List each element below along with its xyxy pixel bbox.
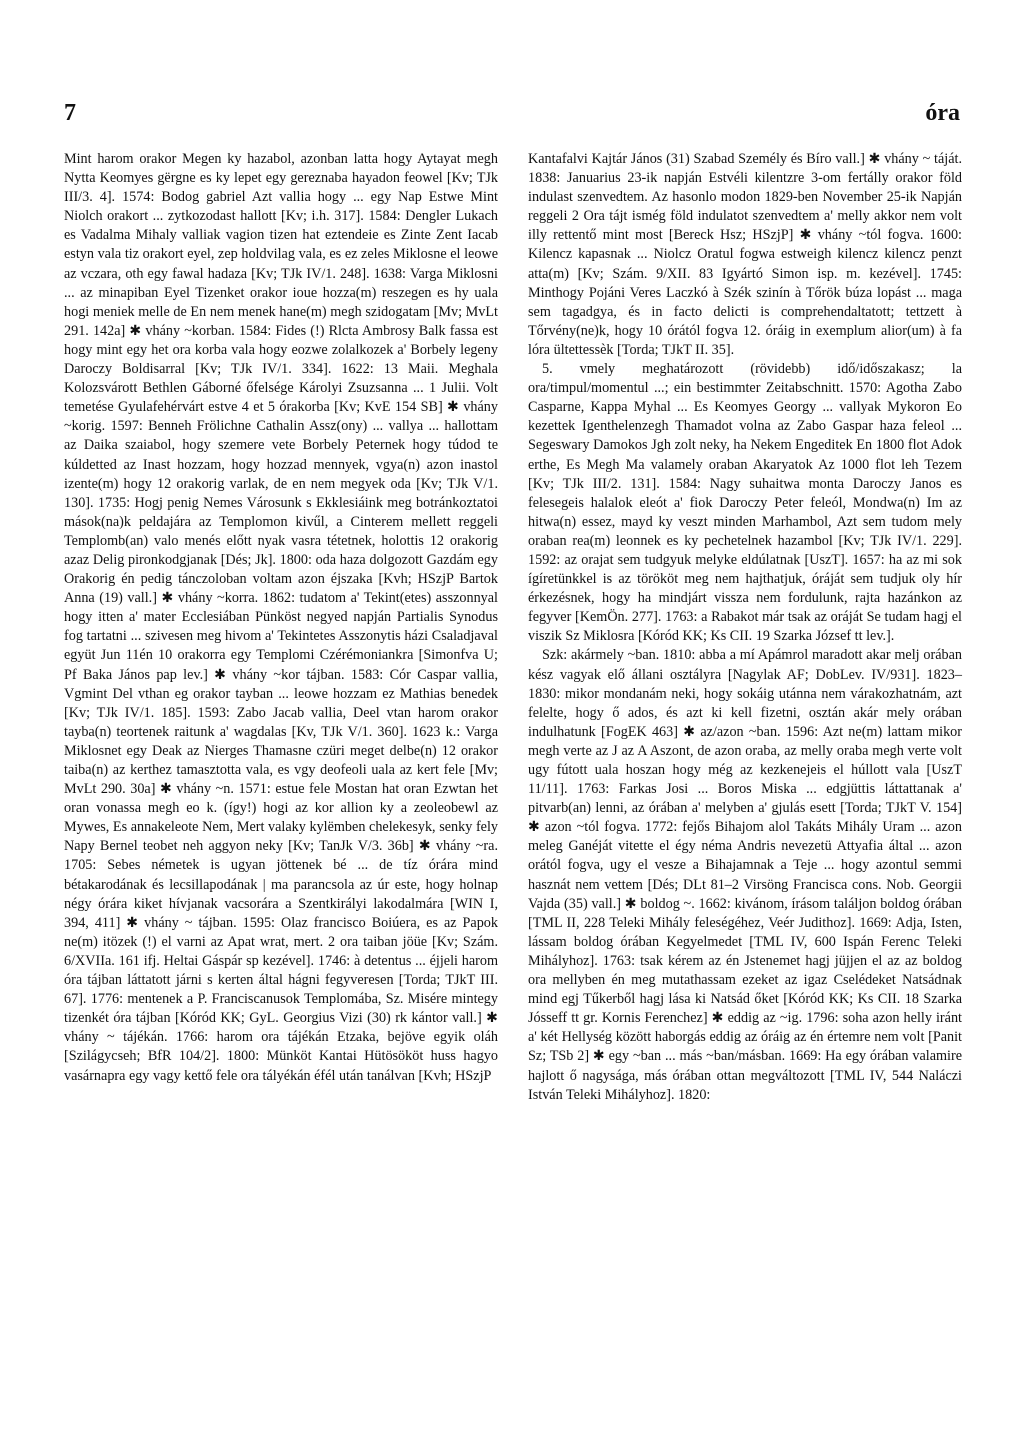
right-paragraph-1: Kantafalvi Kajtár János (31) Szabad Személy és Bíro vall.] ✱ vhány ~ táját. 1838: Januarius 23-ik napján Estvéli kilentzre 3-om fertálly orakor föld indulast szenvedtem. Az hasonlo modon 1829-ben November 25-ik Napján reggeli 2 Ora tájt ismég föld indulatot szenvedtem a' melly akkor nem volt illy rettentő mint most [Bereck Hsz; HSzjP] ✱ vhány ~tól fogva. 1600: Kilencz kapasnak ... Niolcz Oratul fogwa estweigh kilencz kilencz penzt atta(m) [Kv; Szám. 9/XII. 83 Igyártó Simon isp. m. kezével]. 1745: Minthogy Pojáni Veres Laczkó à Szék szinín à Tőrök búza lopást ... maga sem tagadgya, és in facto delicti is comprehendaltatott; tettzett à Tőrvény(ne)k, hogy 10 órától fogva 12. óráig in exemplum alior(um) à fa lóra ültettessèk [Torda; TJkT II. 35]. — [528, 151, 962, 358]
left-column — [64, 150, 498, 1086]
right-column — [528, 150, 962, 1105]
right-paragraph-2: 5. vmely meghatározott (rövidebb) idő/időszakasz; la ora/timpul/momentul ...; ein bestimmter Zeitabschnitt. 1570: Agotha Zabo Casparne, Kappa Myhal ... Es Keomyes Georgy ... vallyak Mykoron Eo kezettek Igenthelenzegh Thamadot volna az Zabo Gaspar haza feleol ... Segeswary Damokos Jgh zolt neky, ha Nekem Engeditek En 1800 flot Adok erthe, Es Megh Ma valamely oraban Akaryatok Az 1000 flot leh Tezem [Kv; TJk III/2. 131]. 1584: Nagy suhaitwa monta Daroczy Janos es felesegeis halalok eleót a' fiok Daroczy Peter feleól, Mondwa(n) Im az hitwa(n) essez, mayd ky veszt minden Marhambol, Azt sem tudom mely oraban rea(m) leonnek es ky pechetelnek hazambol [Kv; TJk IV/1. 229]. 1592: az orajat sem tudgyuk melyke eldúlatnak [UszT]. 1657: ha az mi sok ígíretünkkel is az törököt meg nem hajthatjuk, óráját sem tudjuk oly hír érkezésnek, hogy ha mindjárt vissza nem fordulunk, rajta hazánkon az fegyver [KemÖn. 277]. 1763: a Rabakot már tsak az oráját Se tudam hagj el viszik Sz Miklosra [Kóród KK; Ks CII. 19 Szarka József tt lev.]. — [528, 361, 962, 645]
page-number: 7 — [64, 100, 76, 126]
right-paragraph-3: Szk: akármely ~ban. 1810: abba a mí Apámrol maradott akar melj orában kész vagyak elő állani osztályra [Nagylak AF; DobLev. IV/931]. 1823–1830: mikor mondanám neki, hogy sokáig utánna nem várakozhatnám, azt felelte, hogy ő ados, és azt ki kell fizetni, osztán akár mely orában indulhatunk [FogEK 463] ✱ az/azon ~ban. 1596: Azt ne(m) lattam mikor megh verte az J az A Aszont, de azon oraba, az melly oraba megh verte volt ugy fútott uala hoszan hogy még az kezkenejeis el húllott vala [UszT 11/11]. 1763: Farkas Josi ... Boros Miska ... edgjüttis láttattanak a' pitvarb(an) lenni, az órában a' melyben a' gjulás esett [Torda; TJkT V. 154] ✱ azon ~tól fogva. 1772: fejős Bihajom alol Takáts Mihály Uram ... azon meleg Ganéját vitette el égy néma Andris nevezetü Attyafia által ... azon orától fogva, ugy el vesze a Bihajamnak a Teje ... hogy azontul semmi hasznát nem vettem [Dés; DLt 81–2 Virsöng Francisca cons. Nob. Georgii Vajda (35) vall.] ✱ boldog ~. 1662: kivánom, írásom találjon boldog órában [TML II, 228 Teleki Mihály feleségéhez, Veér Judithoz]. 1669: Adja, Isten, lássam boldog órában Kegyelmedet [TML IV, 600 Ispán Ferenc Teleki Mihályhoz]. 1763: tsak kérem az én Jstenemet hagj jüjjen el az az boldog ora mellyben én meg mutathassam ezeket az igaz Cselédeket Natsádnak mind egj Tűkerből hagj lása ki Natsád őket [Kóród KK; Ks CII. 18 Szarka Jósseff tt gr. Kornis Ferenchez] ✱ eddig az ~ig. 1796: soha azon helly iránt a' két Hellység között haborgás eddig az óráig az én értemre nem volt [Panit Sz; TSb 2] ✱ egy ~ban ... más ~ban/másban. 1669: Ha egy órában valamire hajlott ő nagysága, más órában ottan megváltozott [TML IV, 544 Naláczi István Teleki Mihályhoz]. 1820: — [528, 647, 962, 1103]
left-paragraph-1: Mint harom orakor Megen ky hazabol, azonban latta hogy Aytayat megh Nytta Keomyes gërgne es ky lepet egy gereznaba hayadon feowel [Kv; TJk III/3. 4]. 1574: Bodog gabriel Azt vallia hogy ... egy Nap Estwe Mint Niolch orakort ... zytkozodast hallott [Kv; i.h. 317]. 1584: Dengler Lukach es Vadalma Mihaly valliak vagion tizen hat eztendeie es Zinte Zent Iacab estyn vala tiz orakort eyel, zep holdvilag vala, es ez zeles Miklosne el leowe az vczara, oth egy fawal hadaza [Kv; TJk IV/1. 248]. 1638: Varga Miklosni ... az minapiban Eyel Tizenket orakor ioue hozza(m) reszegen es hy uala hogi meniek melle de En nem menek hane(m) megh szidogatam [Mv; MvLt 291. 142a] ✱ vhány ~korban. 1584: Fides (!) Rlcta Ambrosy Balk fassa est hogy mint egy het ora korba vala hogy eozwe zolalkozek a' Borbely legeny Daroczy Boldisarral [Kv; TJk IV/1. 334]. 1622: 13 Maii. Meghala Kolozsvárott Bethlen Gáborné őfelsége Károlyi Zsuzsanna ... 1 Julii. Volt temetése Gyulafehérvárt estve 4 et 5 órakorba [Kv; KvE 154 SB] ✱ vhány ~korig. 1597: Benneh Frölichne Cathalin Assz(ony) ... vallya ... hallottam az Daika szaiabol, hogy szemere vete Borbely Peternek hogy túdod te kúldetted az Inast hozzam, hogy hozzad mennyek, vgya(n) azon inastol izente(m) hogy 12 orakorig varlak, de en nem megyek oda [Kv; TJk V/1. 130]. 1735: Hogj penig Nemes Városunk s Ekklesiáink meg botránkoztatoi mások(na)k peldajára az Templomon kivűl, a Cinterem mellett reggeli Templomb(an) valo menés előtt nyak vasra tétetnek, holottis 12 orakorig azaz Delig pironkodgjanak [Dés; Jk]. 1800: oda haza dolgozott Gazdám egy Orakorig én pedig tánczoloban voltam azon éjszaka [Kvh; HSzjP Bartok Anna (19) vall.] ✱ vhány ~korra. 1862: tudatom a' Tekint(etes) asszonnyal hogy itten a' mater Ecclesiában Pünköst negyed napján Partialis Synodus fog tartatni ... szivesen meg hivom a' Tekintetes Asszonytis házi Csaladjaval együt Jun 11én 10 orakorra egy Templomi Czérémoniankra [Simonfva U; Pf Baka János pap lev.] ✱ vhány ~kor tájban. 1583: Cór Caspar vallia, Vgmint Del vthan eg orakor tayban ... leowe hozzam ez Mathias benedek [Kv; TJk IV/1. 185]. 1593: Zabo Jacab vallia, Deel vtan harom orakor tayba(n) teortenek raitunk a' wagdalas [Kv, TJk V/1. 360]. 1623 k.: Varga Miklosnet egy Deak az Nierges Thamasne czüri meget delbe(n) 12 orakor taiba(n) az kerthez tamasztotta vala, es vgy deofeoli uala az kert fele [Mv; MvLt 290. 30a] ✱ vhány ~n. 1571: estue fele Mostan hat oran Ezwtan het oran vonassa megh eo k. (így!) hogi az kor allion ky a zeoleobewl az Mywes, Es annakeleote Nem, Mert valaky kylëmben chelekesyk, senky fely Napy Bernel teobet neh aggyon neky [Kv; TanJk V/3. 36b] ✱ vhány ~ra. 1705: Sebes németek is ugyan jöttenek bé ... de tíz órára mind bétakarodának és lecsillapodának | ma parancsola az úr este, hogy holnap négy órára kiket hívjanak vacsorára a Szentkirályi lakodalmára [WIN I, 394, 411] ✱ vhány ~ tájban. 1595: Olaz francisco Boiúera, es az Papok ne(m) itözek (!) el varni az Apat wrat, mert. 2 ora taiban jöüe [Kv; Szám. 6/XVIIa. 161 ifj. Heltai Gáspár sp kezével]. 1746: à detentus ... éjjeli harom óra tájban láttatott járni s kerten által hágni fegyveresen [Torda; TJkT III. 67]. 1776: mentenek a P. Franciscanusok Templomába, Sz. Misére mintegy tizenkét óra tájban [Kóród KK; GyL. Georgius Vizi (30) rk kántor vall.] ✱ vhány ~ tájékán. 1766: harom ora tájékán Etzaka, bejöve egyik oláh [Szilágycseh; BfR 104/2]. 1800: Münköt Kantai Hütösököt huss hagyo vasárnapra egy vagy kettő fele ora tályékán éfél után tanálvan [Kvh; HSzjP — [64, 151, 498, 1084]
running-head: óra — [925, 100, 960, 126]
